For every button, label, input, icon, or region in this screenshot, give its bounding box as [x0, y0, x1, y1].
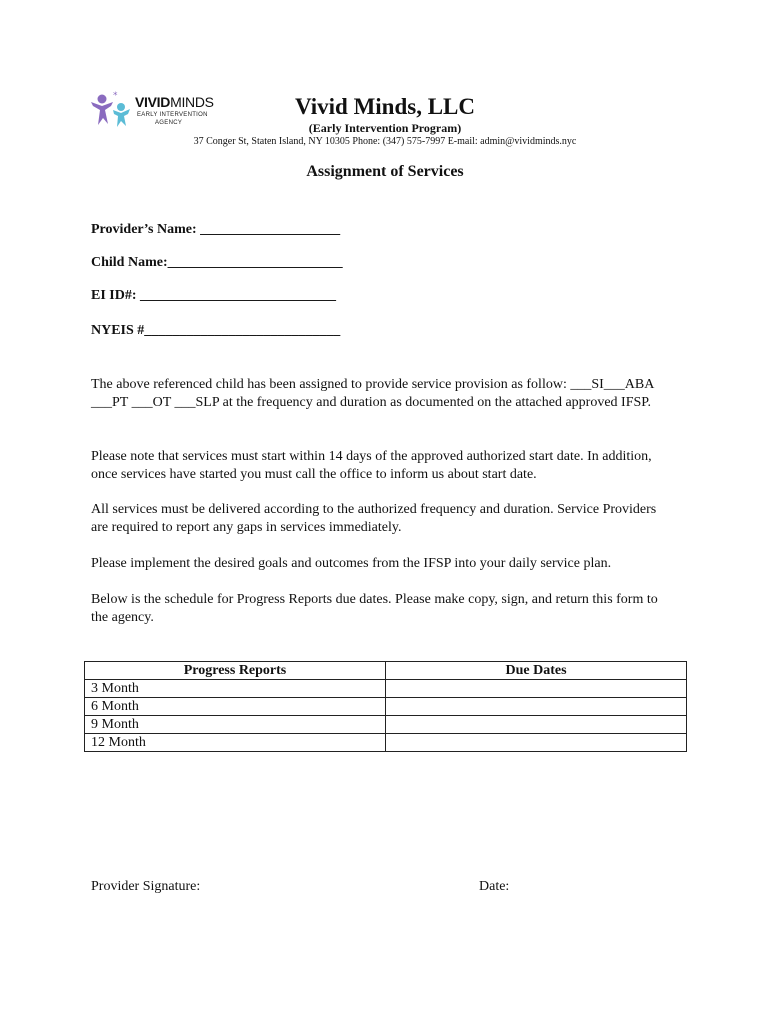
logo-brand-text: VIVIDMINDS: [135, 94, 214, 110]
table-row: [85, 734, 687, 752]
table-row: [85, 716, 687, 734]
column-header-due-dates: Due Dates: [386, 662, 687, 680]
nyeis-field[interactable]: NYEIS #____________________________: [91, 323, 341, 338]
ei-id-field[interactable]: EI ID#: ____________________________: [91, 288, 337, 303]
frequency-paragraph: All services must be delivered according to the authorized frequency and duration. Service Providers are required to report any gaps in services immediately.: [91, 502, 657, 535]
due-date-cell[interactable]: [386, 734, 687, 752]
table-row: [85, 698, 687, 716]
report-period-cell: 3 Month: [85, 680, 386, 698]
company-name: Vivid Minds, LLC: [294, 94, 475, 119]
due-date-cell[interactable]: [386, 680, 687, 698]
due-date-cell[interactable]: [386, 716, 687, 734]
column-header-progress-reports: Progress Reports: [85, 662, 386, 680]
progress-reports-table: [84, 661, 687, 752]
table-header-row: [85, 662, 687, 680]
due-date-cell[interactable]: [386, 698, 687, 716]
child-name-field[interactable]: Child Name:_________________________: [91, 255, 343, 270]
provider-signature-label: Provider Signature:: [91, 879, 201, 894]
schedule-intro-paragraph: Below is the schedule for Progress Reports due dates. Please make copy, sign, and return this form to the agency.: [91, 592, 658, 625]
report-period-cell: 9 Month: [85, 716, 386, 734]
contact-address: 37 Conger St, Staten Island, NY 10305 Phone: (347) 575-7997 E-mail: admin@vividminds.nyc: [193, 136, 577, 147]
svg-text:*: *: [113, 91, 118, 101]
program-name: (Early Intervention Program): [308, 121, 462, 135]
report-period-cell: 12 Month: [85, 734, 386, 752]
date-label: Date:: [479, 879, 510, 894]
logo-tagline: EARLY INTERVENTION AGENCY: [137, 112, 208, 126]
service-assignment-paragraph: The above referenced child has been assigned to provide service provision as follow: ___SI___ABA ___PT ___OT ___SLP at the frequency and duration as documented on the attached approved IFSP.: [91, 377, 654, 410]
table-row: [85, 680, 687, 698]
start-date-paragraph: Please note that services must start within 14 days of the approved authorized start date. In addition, once services have started you must call the office to inform us about start date.: [91, 449, 652, 482]
document-title: Assignment of Services: [306, 163, 464, 180]
report-period-cell: 6 Month: [85, 698, 386, 716]
goals-paragraph: Please implement the desired goals and outcomes from the IFSP into your daily service plan.: [91, 556, 612, 571]
provider-name-field[interactable]: Provider’s Name: ____________________: [91, 222, 341, 237]
